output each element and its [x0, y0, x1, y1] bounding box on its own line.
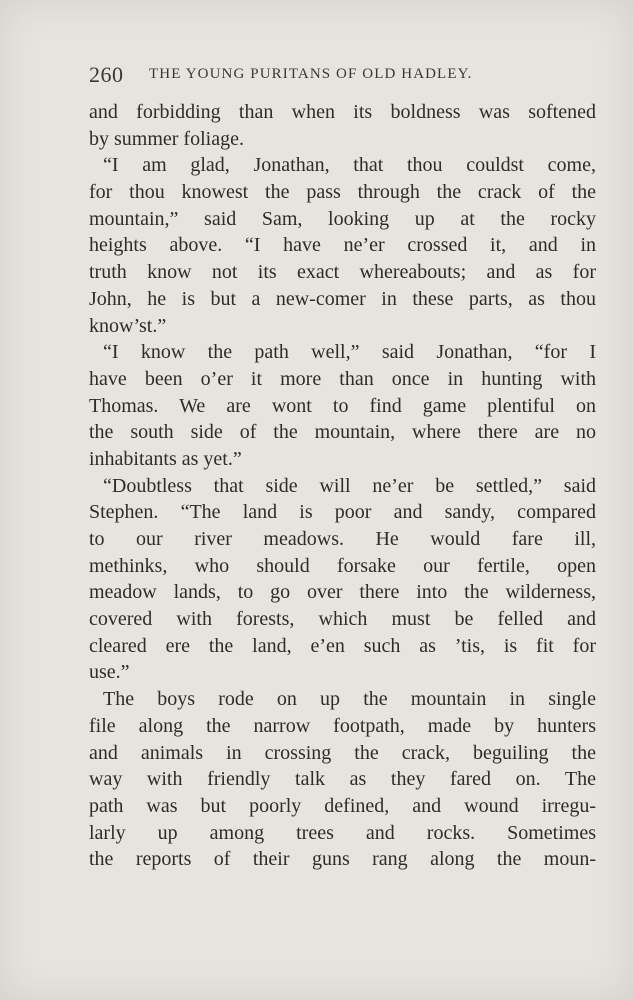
text-line: the reports of their guns rang along the moun-: [89, 848, 596, 871]
page-header: [89, 60, 525, 92]
text-line: the south side of the mountain, where there are no: [89, 421, 596, 444]
text-line: “I know the path well,” said Jonathan, “for I: [103, 341, 596, 364]
text-line: by summer foliage.: [89, 127, 244, 150]
text-line: file along the narrow footpath, made by hunters: [89, 714, 596, 737]
running-title: THE YOUNG PURITANS OF OLD HADLEY.: [149, 66, 473, 82]
text-line: for thou knowest the pass through the crack of the: [89, 181, 596, 204]
text-line: inhabitants as yet.”: [89, 447, 242, 470]
text-line: Stephen. “The land is poor and sandy, compared: [89, 501, 596, 524]
text-line: path was but poorly defined, and wound irregu-: [89, 794, 596, 817]
page-number: 260: [89, 62, 124, 87]
text-line: to our river meadows. He would fare ill,: [89, 528, 596, 550]
text-line: way with friendly talk as they fared on. The: [89, 768, 596, 791]
text-line: and animals in crossing the crack, beguiling the: [89, 741, 596, 764]
text-line: use.”: [89, 661, 130, 684]
text-line: know’st.”: [89, 314, 167, 337]
text-line: The boys rode on up the mountain in single: [103, 688, 596, 711]
text-line: “Doubtless that side will ne’er be settled,” said: [103, 474, 596, 497]
text-line: heights above. “I have ne’er crossed it, and in: [89, 234, 596, 257]
text-line: cleared ere the land, e’en such as ’tis, is fit for: [89, 634, 596, 657]
text-line: methinks, who should forsake our fertile, open: [89, 554, 596, 577]
text-line: John, he is but a new-comer in these parts, as thou: [89, 287, 596, 310]
text-line: “I am glad, Jonathan, that thou couldst come,: [103, 154, 596, 177]
text-line: have been o’er it more than once in hunting with: [89, 367, 596, 390]
text-line: covered with forests, which must be felled and: [89, 608, 596, 631]
text-line: and forbidding than when its boldness was softened: [89, 101, 596, 123]
text-line: Thomas. We are wont to find game plentiful on: [89, 394, 596, 417]
text-line: truth know not its exact whereabouts; and as for: [89, 261, 596, 284]
body-text: [89, 99, 596, 873]
text-line: larly up among trees and rocks. Sometimes: [89, 821, 596, 844]
text-line: meadow lands, to go over there into the wilderness,: [89, 581, 596, 604]
text-line: mountain,” said Sam, looking up at the rocky: [89, 207, 596, 230]
